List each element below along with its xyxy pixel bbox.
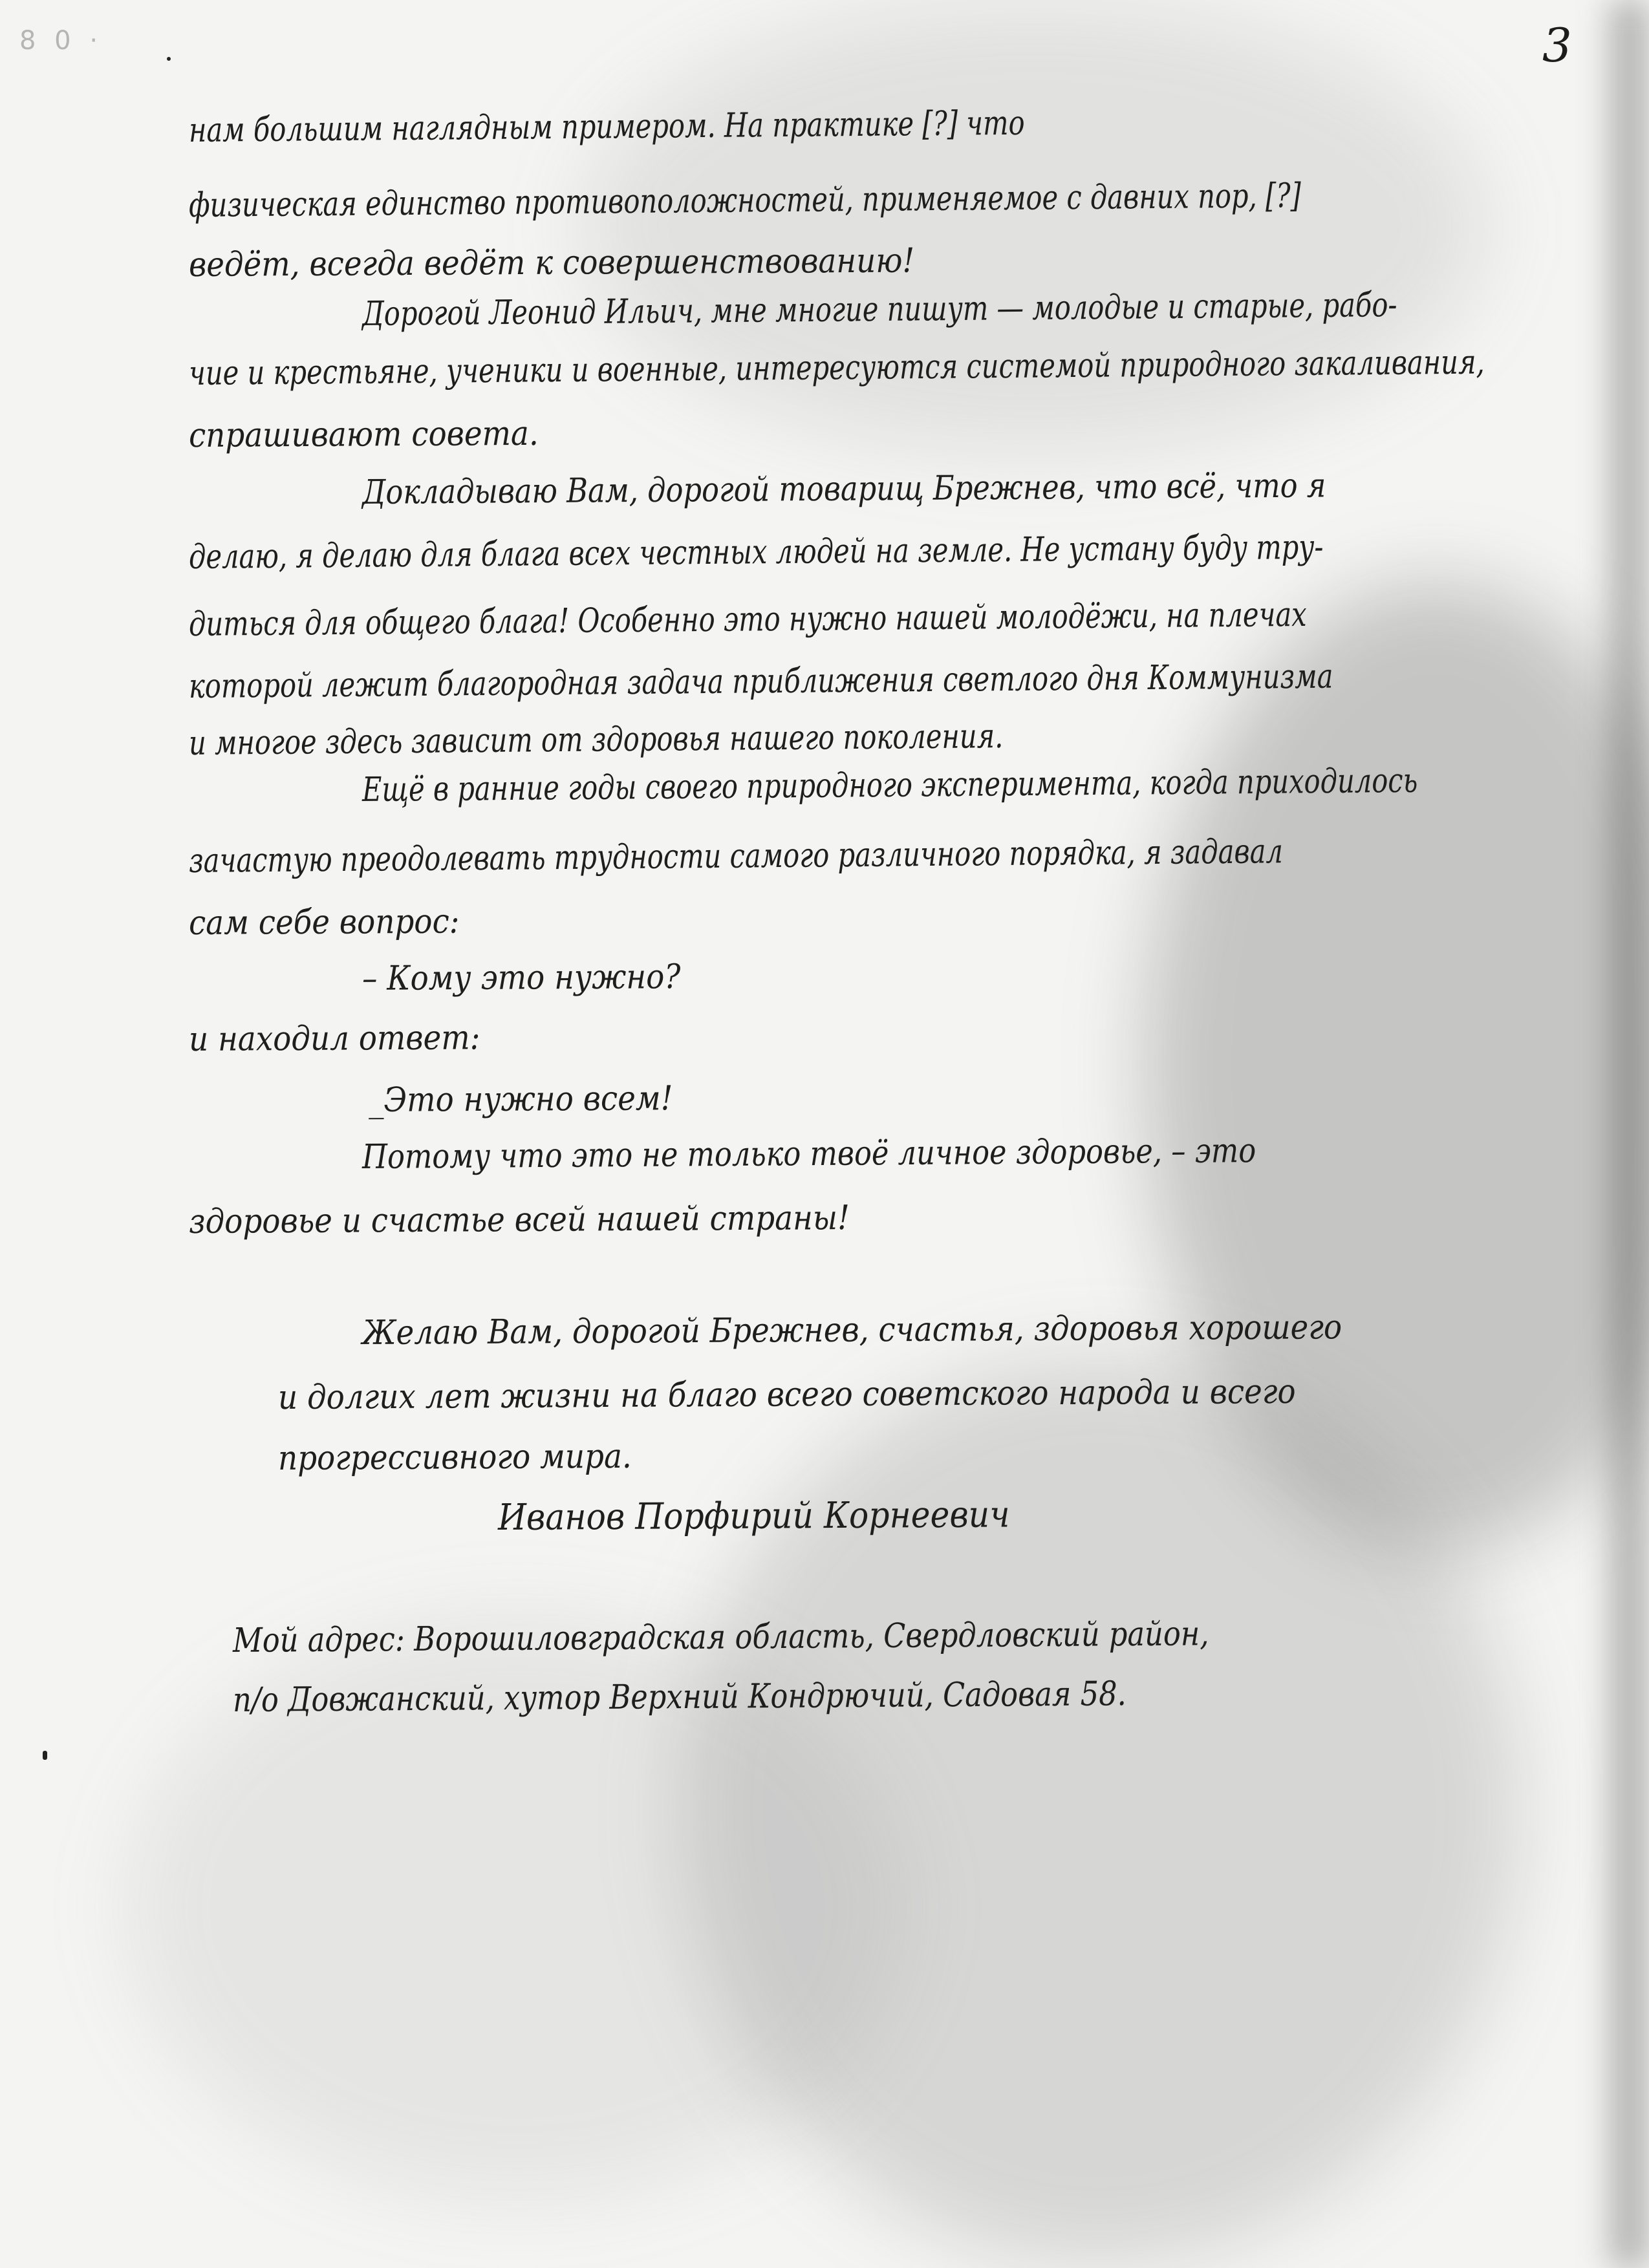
photocopy-shading xyxy=(679,1358,1520,2263)
letter-line: делаю, я делаю для блага всех честных людей на земле. Не устану буду тру- xyxy=(188,528,1324,577)
dialog-question: – Кому это нужно? xyxy=(361,957,681,998)
letter-line: Докладываю Вам, дорогой товарищ Брежнев, что всё, что я xyxy=(361,466,1326,512)
letter-line: Ещё в ранние годы своего природного эксперимента, когда приходилось xyxy=(361,761,1418,809)
page-number: 3 xyxy=(1542,18,1572,72)
letter-line: зачастую преодолевать трудности самого различного порядка, я задавал xyxy=(188,832,1284,881)
signature: Иванов Порфирий Корнеевич xyxy=(497,1493,1010,1539)
letter-line: которой лежит благородная задача приближения светлого дня Коммунизма xyxy=(188,657,1333,706)
corner-marks: 8 0 · xyxy=(19,26,103,56)
address-line: п/о Довжанский, хутор Верхний Кондрючий, Садовая 58. xyxy=(232,1674,1126,1720)
letter-line: сам себе вопрос: xyxy=(188,902,460,943)
letter-line: спрашивают совета. xyxy=(188,414,539,455)
photocopy-edge-shadow xyxy=(1610,0,1649,2268)
address-line: Мой адрес: Ворошиловградская область, Свердловский район, xyxy=(232,1614,1209,1660)
letter-line: и многое здесь зависит от здоровья нашего поколения. xyxy=(188,717,1004,763)
letter-line: нам большим наглядным примером. На практике [?] что xyxy=(188,103,1025,150)
closing-line: и долгих лет жизни на благо всего советского народа и всего xyxy=(277,1372,1296,1417)
dialog-lead-in: и находил ответ: xyxy=(188,1018,480,1059)
letter-line: диться для общего блага! Особенно это нужно нашей молодёжи, на плечах xyxy=(188,595,1307,644)
letter-line: Дорогой Леонид Ильич, мне многие пишут — молодые и старые, рабо- xyxy=(361,286,1397,334)
letter-line: чие и крестьяне, ученики и военные, интересуются системой природного закаливания, xyxy=(188,343,1485,393)
closing-line: прогрессивного мира. xyxy=(277,1437,632,1478)
margin-speck xyxy=(43,1751,47,1760)
closing-line: Желаю Вам, дорогой Брежнев, счастья, здоровья хорошего xyxy=(361,1308,1342,1353)
letter-line: физическая единство противоположностей, применяемое с давних пор, [?] xyxy=(188,176,1301,225)
letter-line: ведёт, всегда ведёт к совершенствованию! xyxy=(188,241,915,284)
letter-line: Потому что это не только твоё личное здоровье, – это xyxy=(361,1131,1256,1177)
margin-speck xyxy=(167,57,171,61)
letter-line: здоровье и счастье всей нашей страны! xyxy=(188,1199,850,1241)
dialog-answer: _Это нужно всем! xyxy=(368,1079,673,1120)
